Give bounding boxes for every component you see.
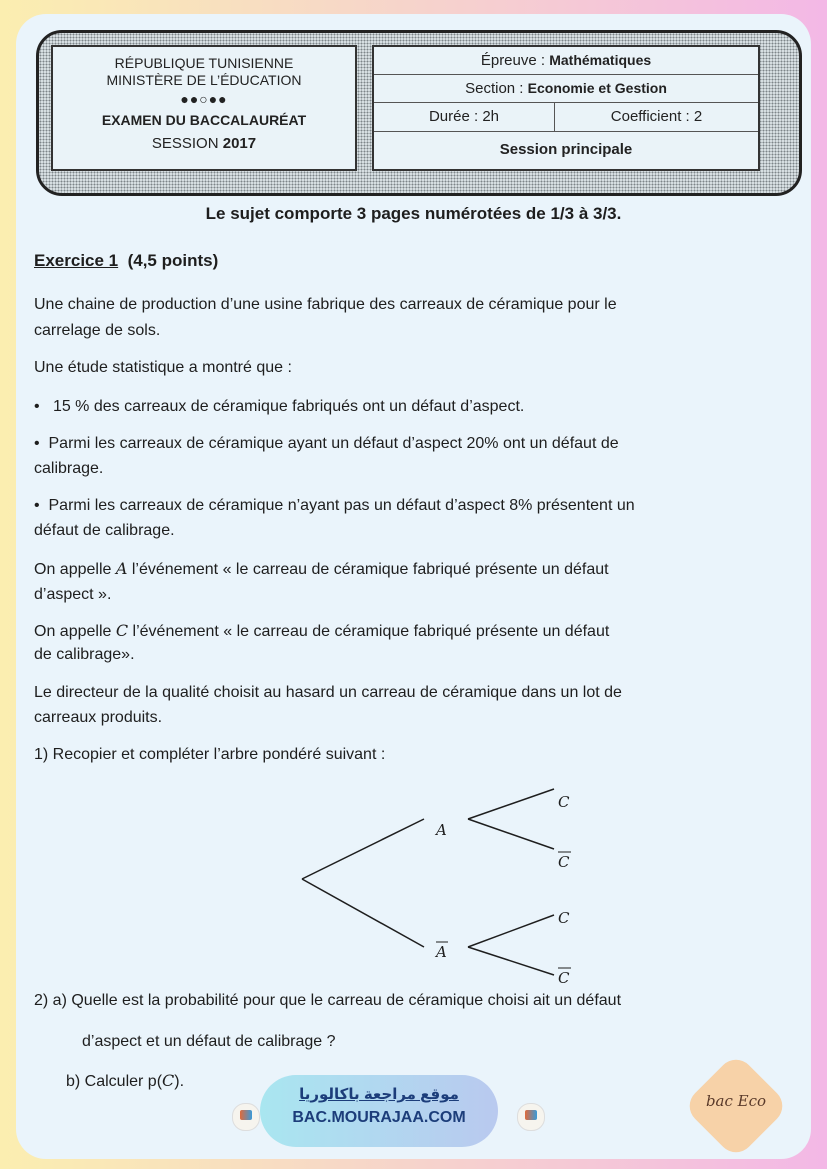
section-label: Section : [465,80,524,97]
question-1: 1) Recopier et compléter l’arbre pondéré suivant : [34,746,386,763]
variable-c: C [115,621,129,640]
bullet-dot: • [34,435,49,452]
exam-info-box [372,45,760,171]
ministry-line: MINISTÈRE DE L’ÉDUCATION [106,72,302,88]
bullet-2-text: Parmi les carreaux de céramique ayant un défaut d’aspect 20% ont un défaut de [48,435,619,452]
branch-abar-cbar [468,947,554,975]
definition-c-text: l’événement « le carreau de céramique fabriqué présente un défaut [128,623,610,640]
definition-c [34,620,794,643]
exam-line: EXAMEN DU BACCALAURÉAT [101,112,307,128]
site-banner-link[interactable] [260,1075,498,1147]
session-line [53,135,355,152]
question-2b-suffix: ). [174,1073,185,1090]
branch-a-cbar [468,819,554,849]
leaf-cbar-2: C [558,969,570,987]
question-2a: 2) a) Quelle est la probabilité pour que le carreau de céramique choisi ait un défaut [34,992,622,1009]
subject-note: Le sujet comporte 3 pages numérotées de 1/3 à 3/3. [205,204,622,223]
bullet-dot: • [34,398,53,415]
site-name-arabic[interactable]: موقع مراجعة باكالوريا [299,1086,459,1103]
exercise-number: Exercice 1 [34,251,119,270]
definition-a [34,558,794,581]
question-2b-prefix: b) Calculer p( [66,1073,163,1090]
variable-c-2b: C [162,1071,175,1090]
question-2a-cont: d’aspect et un défaut de calibrage ? [82,1033,336,1050]
branch-abar-c [468,915,554,947]
epreuve-row [374,47,758,75]
intro-line-1: Une chaine de production d’une usine fabrique des carreaux de céramique pour le [34,296,617,313]
bullet-2-cont: calibrage. [34,460,104,477]
bullet-3 [34,495,794,517]
site-url[interactable]: BAC.MOURAJAA.COM [292,1109,466,1126]
epreuve-label: Épreuve : [480,52,546,69]
session-year: 2017 [222,135,257,152]
intro-line-2: carrelage de sols. [34,322,161,339]
coefficient-cell: Coefficient : 2 [610,108,703,125]
dots-decoration: ●●○●● [180,91,228,107]
ministry-box [51,45,357,171]
branch-to-a [302,819,424,879]
definition-a-cont: d’aspect ». [34,586,112,603]
definition-c-cont: de calibrage». [34,646,135,663]
node-a: A [436,821,447,839]
bac-eco-badge-text: bac Eco [705,1092,767,1110]
bullet-dot: • [34,497,49,514]
director-line-1: Le directeur de la qualité choisit au hasard un carreau de céramique dans un lot de [34,684,622,701]
variable-a: A [115,559,128,578]
node-a-bar: A [436,943,447,961]
duration-row [374,103,758,132]
definition-c-prefix: On appelle [34,623,116,640]
leaf-c-2: C [558,909,570,927]
definition-a-prefix: On appelle [34,561,116,578]
exercise-title [34,250,794,272]
bullet-3-cont: défaut de calibrage. [34,522,175,539]
branch-to-a-bar [302,879,424,947]
duration-cell: Durée : 2h [374,103,555,131]
bullet-2 [34,433,794,455]
leaf-c-1: C [558,793,570,811]
bullet-1-text: 15 % des carreaux de céramique fabriqués ont un défaut d’aspect. [52,398,525,415]
bullet-3-text: Parmi les carreaux de céramique n’ayant pas un défaut d’aspect 8% présentent un [48,497,635,514]
exam-header [36,30,802,196]
study-line: Une étude statistique a montré que : [34,359,292,376]
epreuve-value: Mathématiques [549,52,652,68]
probability-tree [296,779,596,989]
bullet-1 [34,396,794,418]
session-label: SESSION [151,135,219,152]
session-row: Session principale [499,141,633,158]
exercise-points: (4,5 points) [127,251,219,270]
section-value: Economie et Gestion [527,80,667,96]
site-logo-left-icon [232,1103,260,1131]
branch-a-c [468,789,554,819]
section-row [374,75,758,103]
definition-a-text: l’événement « le carreau de céramique fabriqué présente un défaut [127,561,609,578]
leaf-cbar-1: C [558,853,570,871]
exam-page [16,14,811,1159]
site-logo-right-icon [517,1103,545,1131]
republic-line: RÉPUBLIQUE TUNISIENNE [114,55,294,71]
director-line-2: carreaux produits. [34,709,163,726]
